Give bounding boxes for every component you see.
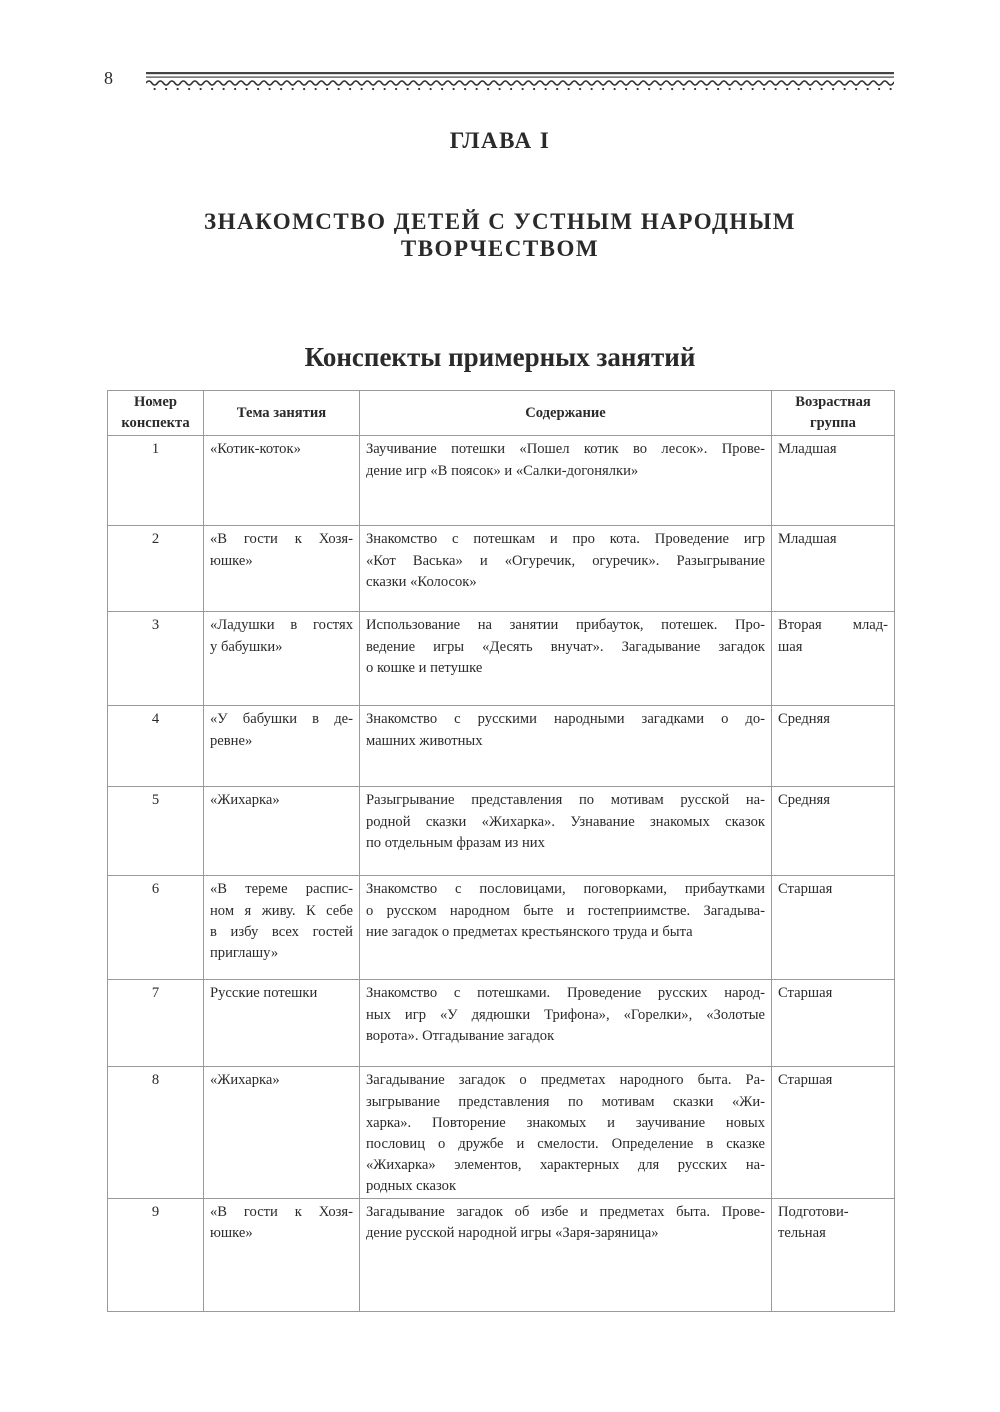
cell-line: Знакомство с русскими народными загадками о до- (366, 711, 765, 728)
cell-topic (204, 787, 360, 876)
cell-line: в избу всех гостей (210, 923, 353, 940)
header-line: Номер (134, 394, 177, 410)
cell-content (360, 706, 772, 787)
table-row (108, 787, 895, 876)
cell-line: «Жихарка» (210, 1072, 280, 1089)
cell-topic (204, 1067, 360, 1198)
table-row (108, 526, 895, 612)
cell-topic (204, 436, 360, 526)
cell-line: дение игр «В поясок» и «Салки-догонялки» (366, 462, 639, 479)
cell-line: Подготови- (778, 1203, 849, 1220)
cell-content (360, 787, 772, 876)
cell-topic (204, 612, 360, 706)
cell-line: «Котик-коток» (210, 441, 301, 458)
cell-line: о русском народном быте и гостеприимстве. Загадыва- (366, 902, 765, 919)
cell-line: Знакомство с потешками. Проведение русских народ- (366, 985, 765, 1002)
header-line: группа (810, 415, 856, 432)
cell-line: Вторая млад- (778, 617, 888, 634)
cell-content (360, 876, 772, 980)
cell-group (772, 876, 895, 980)
cell-number: 7 (108, 980, 204, 1067)
chapter-title-line: ТВОРЧЕСТВОМ (400, 236, 600, 261)
cell-line: «Ладушки в гостях (210, 617, 353, 634)
cell-line: юшке» (210, 1224, 253, 1241)
cell-line: родной сказки «Жихарка». Узнавание знакомых сказок (366, 813, 765, 830)
cell-group (772, 980, 895, 1067)
cell-line: Заучивание потешки «Пошел котик во лесок». Прове- (366, 441, 765, 458)
cell-content (360, 526, 772, 612)
cell-line: «У бабушки в де- (210, 711, 353, 728)
cell-topic (204, 876, 360, 980)
cell-group (772, 436, 895, 526)
cell-content (360, 980, 772, 1067)
cell-line: Загадывание загадок о предметах народного быта. Ра- (366, 1072, 765, 1089)
table-row (108, 980, 895, 1067)
cell-line: Средняя (778, 792, 830, 809)
table-row (108, 706, 895, 787)
table-row (108, 1067, 895, 1198)
cell-line: пословиц о дружбе и смелости. Определение в сказке (366, 1136, 765, 1153)
cell-line: Младшая (778, 441, 837, 458)
cell-topic (204, 706, 360, 787)
cell-line: «Жихарка» элементов, характерных для русских на- (366, 1157, 765, 1174)
cell-content (360, 1198, 772, 1311)
cell-line: ных игр «У дядюшки Трифона», «Горелки», «Золотые (366, 1006, 765, 1023)
header-group (772, 391, 895, 436)
cell-line: Знакомство с потешкам и про кота. Проведение игр (366, 531, 765, 548)
chapter-label: ГЛАВА I (449, 128, 551, 153)
cell-number: 4 (108, 706, 204, 787)
cell-line: Младшая (778, 531, 837, 548)
cell-group (772, 612, 895, 706)
cell-content (360, 1067, 772, 1198)
cell-number: 1 (108, 436, 204, 526)
cell-line: Старшая (778, 881, 833, 898)
cell-line: Старшая (778, 985, 833, 1002)
cell-line: Русские потешки (210, 985, 318, 1002)
cell-number: 9 (108, 1198, 204, 1311)
cell-number: 6 (108, 876, 204, 980)
cell-topic (204, 980, 360, 1067)
page-number: 8 (104, 68, 113, 88)
cell-line: «В гости к Хозя- (210, 1203, 353, 1220)
header-line: конспекта (121, 415, 190, 432)
cell-line: ворота». Отгадывание загадок (366, 1027, 555, 1044)
cell-group (772, 787, 895, 876)
cell-line: «В тереме распис- (210, 881, 353, 898)
cell-line: по отдельным фразам из них (366, 834, 545, 851)
cell-line: Средняя (778, 711, 830, 728)
cell-line: родных сказок (366, 1178, 457, 1195)
cell-group (772, 526, 895, 612)
table-row (108, 436, 895, 526)
cell-content (360, 436, 772, 526)
cell-line: Использование на занятии прибауток, потешек. Про- (366, 617, 765, 634)
cell-line: «Кот Васька» и «Огуречик, огуречик». Разыгрывание (366, 552, 765, 569)
header-line: Тема занятия (236, 404, 327, 421)
cell-line: тельная (778, 1224, 826, 1241)
table-row (108, 1198, 895, 1311)
cell-line: юшке» (210, 552, 253, 569)
cell-line: у бабушки» (210, 638, 283, 655)
cell-group (772, 1198, 895, 1311)
cell-line: Разыгрывание представления по мотивам русской на- (366, 792, 765, 809)
cell-line: «Жихарка» (210, 792, 280, 809)
header-ornament (146, 71, 894, 91)
cell-line: машних животных (366, 732, 483, 749)
cell-number: 2 (108, 526, 204, 612)
cell-topic (204, 526, 360, 612)
table-row (108, 612, 895, 706)
header-number (108, 391, 204, 436)
cell-topic (204, 1198, 360, 1311)
table-header-row (108, 391, 895, 436)
header-line: Содержание (525, 404, 606, 421)
header-line: Возрастная (795, 394, 871, 410)
cell-line: «В гости к Хозя- (210, 531, 353, 548)
cell-line: Старшая (778, 1072, 833, 1089)
cell-group (772, 1067, 895, 1198)
cell-line: Загадывание загадок об избе и предметах быта. Прове- (366, 1203, 765, 1220)
section-title: Конспекты примерных занятий (304, 342, 696, 372)
cell-line: приглашу» (210, 945, 279, 962)
cell-number: 8 (108, 1067, 204, 1198)
cell-line: ведение игры «Десять внучат». Загадывание загадок (366, 638, 765, 655)
cell-line: сказки «Колосок» (366, 573, 477, 590)
chapter-title (0, 208, 1000, 262)
header-content (360, 391, 772, 436)
cell-line: дение русской народной игры «Заря-заряница» (366, 1224, 659, 1241)
header-topic (204, 391, 360, 436)
chapter-title-line: ЗНАКОМСТВО ДЕТЕЙ С УСТНЫМ НАРОДНЫМ (203, 209, 797, 234)
table-row (108, 876, 895, 980)
cell-content (360, 612, 772, 706)
cell-line: Знакомство с пословицами, поговорками, прибаутками (366, 881, 765, 898)
cell-line: ревне» (210, 732, 253, 749)
cell-line: шая (778, 638, 803, 655)
cell-line: ние загадок о предметах крестьянского труда и быта (366, 923, 693, 940)
cell-line: о кошке и петушке (366, 659, 483, 676)
cell-line: харка». Повторение знакомых и заучивание новых (366, 1114, 765, 1131)
cell-number: 5 (108, 787, 204, 876)
lessons-table (107, 390, 895, 1312)
cell-line: ном я живу. К себе (210, 902, 353, 919)
cell-group (772, 706, 895, 787)
cell-line: зыгрывание представления по мотивам сказки «Жи- (366, 1093, 765, 1110)
cell-number: 3 (108, 612, 204, 706)
